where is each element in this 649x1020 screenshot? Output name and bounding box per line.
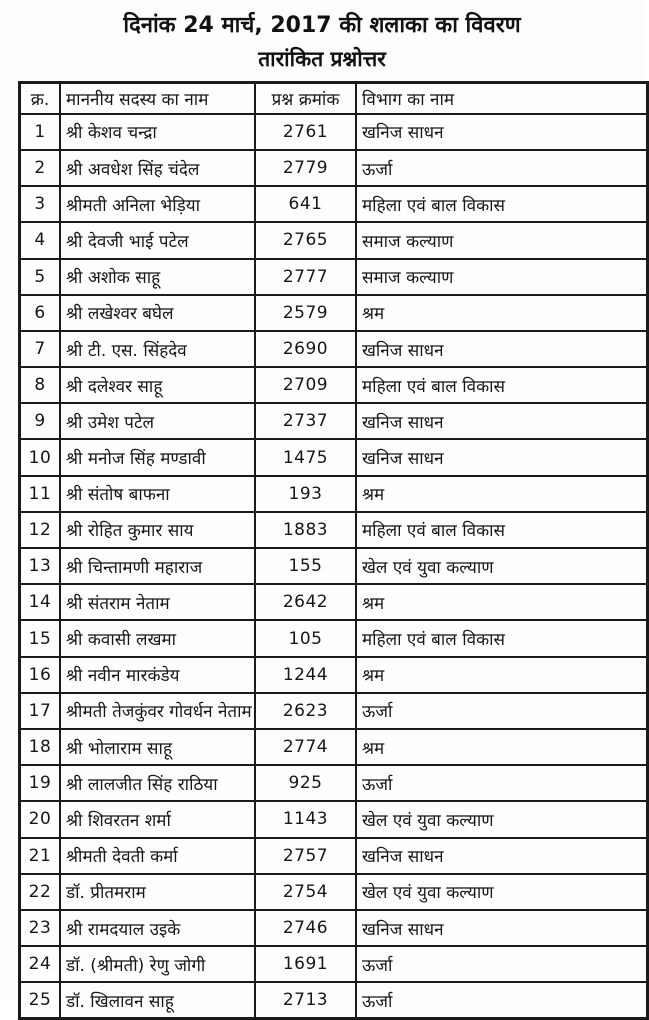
table-row bbox=[20, 331, 648, 367]
table-row bbox=[20, 186, 648, 222]
question-number-cell: 2774 bbox=[255, 729, 356, 765]
serial-cell: 3 bbox=[20, 186, 61, 222]
department-cell: खनिज साधन bbox=[356, 838, 648, 874]
member-name-cell: श्री रोहित कुमार साय bbox=[60, 512, 255, 548]
table-row bbox=[20, 910, 648, 946]
serial-cell: 2 bbox=[20, 150, 61, 186]
member-name-cell: श्री अवधेश सिंह चंदेल bbox=[60, 150, 255, 186]
member-name-cell: श्री नवीन मारकंडेय bbox=[60, 657, 255, 693]
serial-cell: 23 bbox=[20, 910, 61, 946]
member-name-cell: श्रीमती देवती कर्मा bbox=[60, 838, 255, 874]
serial-cell: 1 bbox=[20, 114, 61, 150]
table-row bbox=[20, 222, 648, 258]
header-member-name: माननीय सदस्य का नाम bbox=[60, 82, 255, 114]
table-row bbox=[20, 982, 648, 1019]
table-row bbox=[20, 946, 648, 982]
member-name-cell: श्री संतोष बाफना bbox=[60, 476, 255, 512]
header-question-number: प्रश्न क्रमांक bbox=[255, 82, 356, 114]
table-row bbox=[20, 259, 648, 295]
department-cell: महिला एवं बाल विकास bbox=[356, 512, 648, 548]
serial-cell: 9 bbox=[20, 403, 61, 439]
question-number-cell: 2779 bbox=[255, 150, 356, 186]
member-name-cell: श्री संतराम नेताम bbox=[60, 584, 255, 620]
question-number-cell: 155 bbox=[255, 548, 356, 584]
department-cell: महिला एवं बाल विकास bbox=[356, 367, 648, 403]
question-number-cell: 1691 bbox=[255, 946, 356, 982]
table-row bbox=[20, 150, 648, 186]
serial-cell: 17 bbox=[20, 693, 61, 729]
member-name-cell: श्री चिन्तामणी महाराज bbox=[60, 548, 255, 584]
serial-cell: 5 bbox=[20, 259, 61, 295]
question-number-cell: 2642 bbox=[255, 584, 356, 620]
department-cell: श्रम bbox=[356, 584, 648, 620]
serial-cell: 7 bbox=[20, 331, 61, 367]
question-number-cell: 2713 bbox=[255, 982, 356, 1019]
table-row bbox=[20, 620, 648, 656]
question-number-cell: 1143 bbox=[255, 801, 356, 837]
question-number-cell: 193 bbox=[255, 476, 356, 512]
table-row bbox=[20, 693, 648, 729]
member-name-cell: डॉ. (श्रीमती) रेणु जोगी bbox=[60, 946, 255, 982]
table-body bbox=[20, 114, 648, 1019]
serial-cell: 20 bbox=[20, 801, 61, 837]
member-name-cell: श्री रामदयाल उइके bbox=[60, 910, 255, 946]
table-row bbox=[20, 512, 648, 548]
question-number-cell: 2623 bbox=[255, 693, 356, 729]
member-name-cell: श्री शिवरतन शर्मा bbox=[60, 801, 255, 837]
member-name-cell: श्री देवजी भाई पटेल bbox=[60, 222, 255, 258]
header-department: विभाग का नाम bbox=[356, 82, 648, 114]
serial-cell: 14 bbox=[20, 584, 61, 620]
member-name-cell: श्रीमती अनिला भेड़िया bbox=[60, 186, 255, 222]
document-subtitle: तारांकित प्रश्नोत्तर bbox=[258, 46, 386, 71]
question-number-cell: 2690 bbox=[255, 331, 356, 367]
department-cell: श्रम bbox=[356, 657, 648, 693]
question-number-cell: 2709 bbox=[255, 367, 356, 403]
department-cell: खनिज साधन bbox=[356, 114, 648, 150]
question-number-cell: 1883 bbox=[255, 512, 356, 548]
table-row bbox=[20, 838, 648, 874]
serial-cell: 21 bbox=[20, 838, 61, 874]
question-number-cell: 641 bbox=[255, 186, 356, 222]
question-number-cell: 105 bbox=[255, 620, 356, 656]
table-row bbox=[20, 657, 648, 693]
table-row bbox=[20, 476, 648, 512]
table-header-row bbox=[20, 82, 648, 114]
member-name-cell: डॉ. प्रीतमराम bbox=[60, 874, 255, 910]
department-cell: महिला एवं बाल विकास bbox=[356, 186, 648, 222]
member-name-cell: डॉ. खिलावन साहू bbox=[60, 982, 255, 1019]
member-name-cell: श्री मनोज सिंह मण्डावी bbox=[60, 439, 255, 475]
question-number-cell: 2746 bbox=[255, 910, 356, 946]
serial-cell: 24 bbox=[20, 946, 61, 982]
member-name-cell: श्री केशव चन्द्रा bbox=[60, 114, 255, 150]
table-row bbox=[20, 584, 648, 620]
member-name-cell: श्री लालजीत सिंह राठिया bbox=[60, 765, 255, 801]
header-serial: क्र. bbox=[20, 82, 61, 114]
table-row bbox=[20, 367, 648, 403]
question-number-cell: 1244 bbox=[255, 657, 356, 693]
department-cell: समाज कल्याण bbox=[356, 259, 648, 295]
question-number-cell: 925 bbox=[255, 765, 356, 801]
serial-cell: 11 bbox=[20, 476, 61, 512]
serial-cell: 16 bbox=[20, 657, 61, 693]
department-cell: खनिज साधन bbox=[356, 439, 648, 475]
table-row bbox=[20, 548, 648, 584]
serial-cell: 4 bbox=[20, 222, 61, 258]
table-row bbox=[20, 295, 648, 331]
serial-cell: 8 bbox=[20, 367, 61, 403]
serial-cell: 15 bbox=[20, 620, 61, 656]
department-cell: खेल एवं युवा कल्याण bbox=[356, 801, 648, 837]
question-number-cell: 2757 bbox=[255, 838, 356, 874]
member-name-cell: श्रीमती तेजकुंवर गोवर्धन नेताम bbox=[60, 693, 255, 729]
member-name-cell: श्री लखेश्वर बघेल bbox=[60, 295, 255, 331]
department-cell: ऊर्जा bbox=[356, 982, 648, 1019]
department-cell: ऊर्जा bbox=[356, 765, 648, 801]
table-row bbox=[20, 874, 648, 910]
serial-cell: 25 bbox=[20, 982, 61, 1019]
serial-cell: 13 bbox=[20, 548, 61, 584]
table-row bbox=[20, 801, 648, 837]
department-cell: ऊर्जा bbox=[356, 150, 648, 186]
table-row bbox=[20, 729, 648, 765]
department-cell: खेल एवं युवा कल्याण bbox=[356, 874, 648, 910]
document-title: दिनांक 24 मार्च, 2017 की शलाका का विवरण bbox=[123, 13, 521, 38]
question-number-cell: 2765 bbox=[255, 222, 356, 258]
member-name-cell: श्री भोलाराम साहू bbox=[60, 729, 255, 765]
serial-cell: 6 bbox=[20, 295, 61, 331]
table-row bbox=[20, 765, 648, 801]
question-number-cell: 2777 bbox=[255, 259, 356, 295]
department-cell: श्रम bbox=[356, 476, 648, 512]
department-cell: खनिज साधन bbox=[356, 910, 648, 946]
member-name-cell: श्री अशोक साहू bbox=[60, 259, 255, 295]
member-name-cell: श्री दलेश्वर साहू bbox=[60, 367, 255, 403]
department-cell: समाज कल्याण bbox=[356, 222, 648, 258]
department-cell: श्रम bbox=[356, 295, 648, 331]
serial-cell: 18 bbox=[20, 729, 61, 765]
serial-cell: 22 bbox=[20, 874, 61, 910]
department-cell: ऊर्जा bbox=[356, 946, 648, 982]
department-cell: खनिज साधन bbox=[356, 331, 648, 367]
serial-cell: 12 bbox=[20, 512, 61, 548]
question-number-cell: 2579 bbox=[255, 295, 356, 331]
department-cell: श्रम bbox=[356, 729, 648, 765]
question-number-cell: 1475 bbox=[255, 439, 356, 475]
table-row bbox=[20, 114, 648, 150]
member-name-cell: श्री कवासी लखमा bbox=[60, 620, 255, 656]
department-cell: महिला एवं बाल विकास bbox=[356, 620, 648, 656]
question-number-cell: 2737 bbox=[255, 403, 356, 439]
serial-cell: 19 bbox=[20, 765, 61, 801]
table-row bbox=[20, 403, 648, 439]
table-row bbox=[20, 439, 648, 475]
department-cell: खनिज साधन bbox=[356, 403, 648, 439]
serial-cell: 10 bbox=[20, 439, 61, 475]
department-cell: ऊर्जा bbox=[356, 693, 648, 729]
question-number-cell: 2754 bbox=[255, 874, 356, 910]
starred-questions-table bbox=[18, 81, 649, 1020]
member-name-cell: श्री उमेश पटेल bbox=[60, 403, 255, 439]
department-cell: खेल एवं युवा कल्याण bbox=[356, 548, 648, 584]
member-name-cell: श्री टी. एस. सिंहदेव bbox=[60, 331, 255, 367]
question-number-cell: 2761 bbox=[255, 114, 356, 150]
